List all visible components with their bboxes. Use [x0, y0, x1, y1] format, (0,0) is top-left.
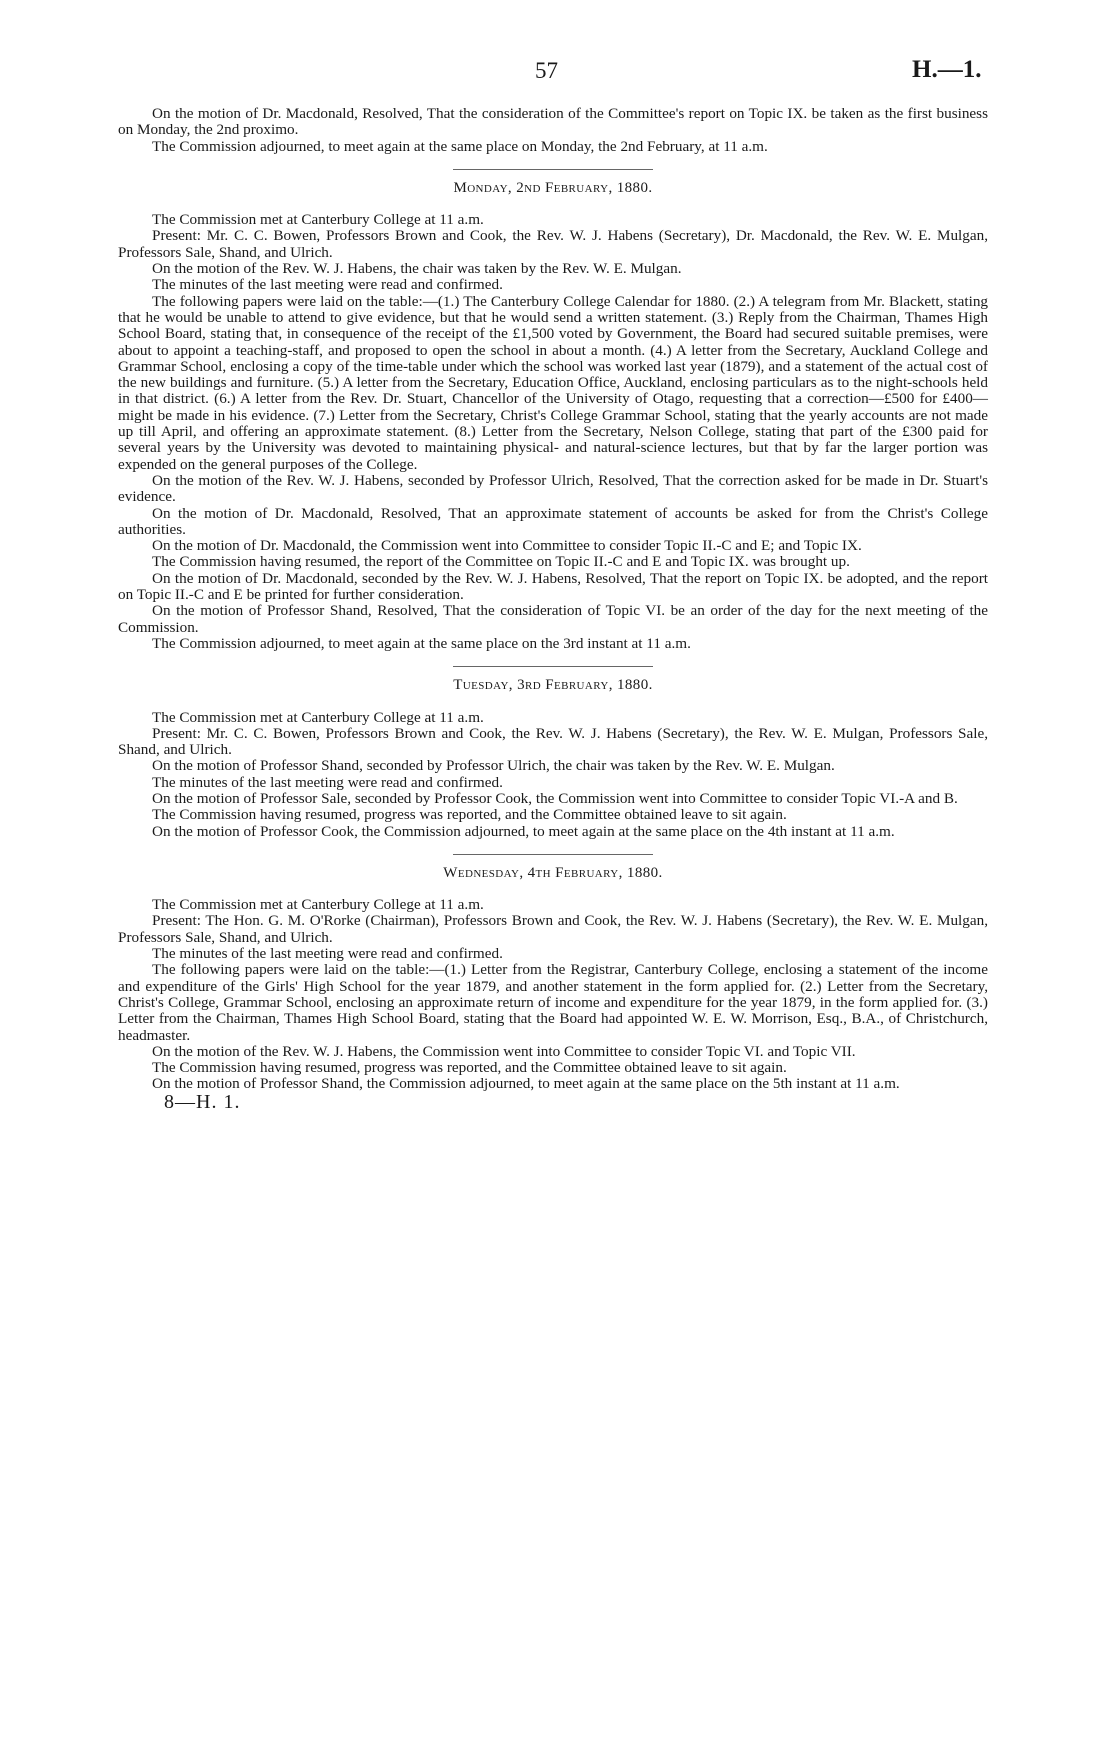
paragraph: On the motion of the Rev. W. J. Habens, seconded by Professor Ulrich, Resolved, That the correction asked for be made in Dr. Stuart's evidence.	[118, 471, 988, 506]
paragraph: On the motion of Professor Shand, the Commission adjourned, to meet again at the same place on the 5th instant at 11 a.m.	[152, 1075, 900, 1093]
section-monday	[118, 180, 988, 652]
paragraph: The Commission met at Canterbury College at 11 a.m.	[152, 211, 484, 229]
section-wednesday	[118, 865, 988, 1093]
divider	[453, 666, 653, 667]
paragraph: The Commission having resumed, the report of the Committee on Topic II.-C and E and Topic IX. was brought up.	[152, 553, 850, 571]
section-heading: Wednesday, 4th February, 1880.	[443, 864, 663, 881]
paragraph: The Commission met at Canterbury College at 11 a.m.	[152, 896, 484, 914]
paragraph: On the motion of the Rev. W. J. Habens, the chair was taken by the Rev. W. E. Mulgan.	[152, 260, 682, 278]
paragraph: On the motion of Professor Sale, seconded by Professor Cook, the Commission went into Committee to consider Topic VI.-A and B.	[152, 789, 958, 807]
paragraph: Present: Mr. C. C. Bowen, Professors Brown and Cook, the Rev. W. J. Habens (Secretary), the Rev. W. E. Mulgan, Professors Sale, Shand, and Ulrich.	[118, 724, 988, 759]
paragraph: The following papers were laid on the table:—(1.) The Canterbury College Calendar for 1880. (2.) A telegram from Mr. Blackett, stating that he would be unable to attend to give evidence, but that he would send a written statement. (3.) Reply from the Chairman, Thames High School Board, stating that, in consequence of the receipt of the £1,500 voted by Government, the Board had secured suitable premises, were about to appoint a teaching-staff, and proposed to open the school in about a month. (4.) A letter from the Secretary, Auckland College and Grammar School, enclosing a copy of the time-table under which the school was worked last year (1879), and a statement of the actual cost of the new buildings and furniture. (5.) A letter from the Secretary, Education Office, Auckland, enclosing particulars as to the night-schools held in that district. (6.) A letter from the Rev. Dr. Stuart, Chancellor of the University of Otago, requesting that a correction—£500 for £400—might be made in his evidence. (7.) Letter from the Secretary, Christ's College Grammar School, stating that the yearly accounts are not made up till April, and offering an approximate statement. (8.) Letter from the Secretary, Nelson College, stating that part of the £300 paid for several years by the University was devoted to maintaining physical- and natural-science lectures, but that by far the larger portion was expended on the general purposes of the College.	[118, 292, 988, 473]
document-code: H.—1.	[912, 56, 982, 83]
paragraph: The minutes of the last meeting were read and confirmed.	[152, 945, 503, 963]
paragraph: Present: Mr. C. C. Bowen, Professors Brown and Cook, the Rev. W. J. Habens (Secretary), Dr. Macdonald, the Rev. W. E. Mulgan, Professors Sale, Shand, and Ulrich.	[118, 227, 988, 261]
paragraph: On the motion of Dr. Macdonald, Resolved, That an approximate statement of accounts be asked for from the Christ's College authorities.	[118, 504, 988, 538]
paragraph: The following papers were laid on the table:—(1.) Letter from the Registrar, Canterbury College, enclosing a statement of the income and expenditure of the Girls' High School for the year 1879, and another statement in the form applied for. (2.) Letter from the Secretary, Christ's College, Grammar School, enclosing an approximate return of income and expenditure for the year 1879, in the form applied for. (3.) Letter from the Chairman, Thames High School Board, stating that the Board had appointed W. E. W. Morrison, Esq., B.A., of Christchurch, headmaster.	[118, 961, 988, 1044]
paragraph: The minutes of the last meeting were read and confirmed.	[152, 276, 503, 294]
paragraph: On the motion of Dr. Macdonald, seconded by the Rev. W. J. Habens, Resolved, That the report on Topic IX. be adopted, and the report on Topic II.-C and E be printed for further consideration.	[118, 569, 988, 604]
divider	[453, 169, 653, 170]
paragraph: On the motion of the Rev. W. J. Habens, the Commission went into Committee to consider Topic VI. and Topic VII.	[152, 1042, 856, 1060]
paragraph: On the motion of Dr. Macdonald, the Commission went into Committee to consider Topic II.-C and E; and Topic IX.	[152, 537, 862, 555]
section-heading: Tuesday, 3rd February, 1880.	[453, 677, 653, 694]
minutes-body	[118, 105, 988, 1113]
paragraph: The minutes of the last meeting were read and confirmed.	[152, 773, 503, 791]
divider	[453, 854, 653, 855]
section-heading: Monday, 2nd February, 1880.	[453, 179, 653, 196]
paragraph: On the motion of Dr. Macdonald, Resolved, That the consideration of the Committee's report on Topic IX. be taken as the first business on Monday, the 2nd proximo.	[118, 105, 988, 139]
paragraph: The Commission having resumed, progress was reported, and the Committee obtained leave to sit again.	[152, 1059, 787, 1077]
paragraph: The Commission having resumed, progress was reported, and the Committee obtained leave to sit again.	[152, 806, 787, 824]
signature-mark: 8—H. 1.	[164, 1090, 241, 1113]
paragraph: The Commission adjourned, to meet again at the same place on Monday, the 2nd February, at 11 a.m.	[152, 137, 768, 155]
paragraph: On the motion of Professor Shand, Resolved, That the consideration of Topic VI. be an order of the day for the next meeting of the Commission.	[118, 602, 988, 636]
paragraph: The Commission met at Canterbury College at 11 a.m.	[152, 708, 484, 726]
paragraph: The Commission adjourned, to meet again at the same place on the 3rd instant at 11 a.m.	[152, 634, 691, 652]
paragraph: Present: The Hon. G. M. O'Rorke (Chairman), Professors Brown and Cook, the Rev. W. J. Habens (Secretary), the Rev. W. E. Mulgan, Professors Sale, Shand, and Ulrich.	[118, 912, 988, 946]
paragraph: On the motion of Professor Shand, seconded by Professor Ulrich, the chair was taken by the Rev. W. E. Mulgan.	[152, 757, 835, 775]
section-tuesday	[118, 677, 988, 840]
paragraph: On the motion of Professor Cook, the Commission adjourned, to meet again at the same place on the 4th instant at 11 a.m.	[152, 822, 895, 840]
page-number: 57	[535, 58, 558, 83]
